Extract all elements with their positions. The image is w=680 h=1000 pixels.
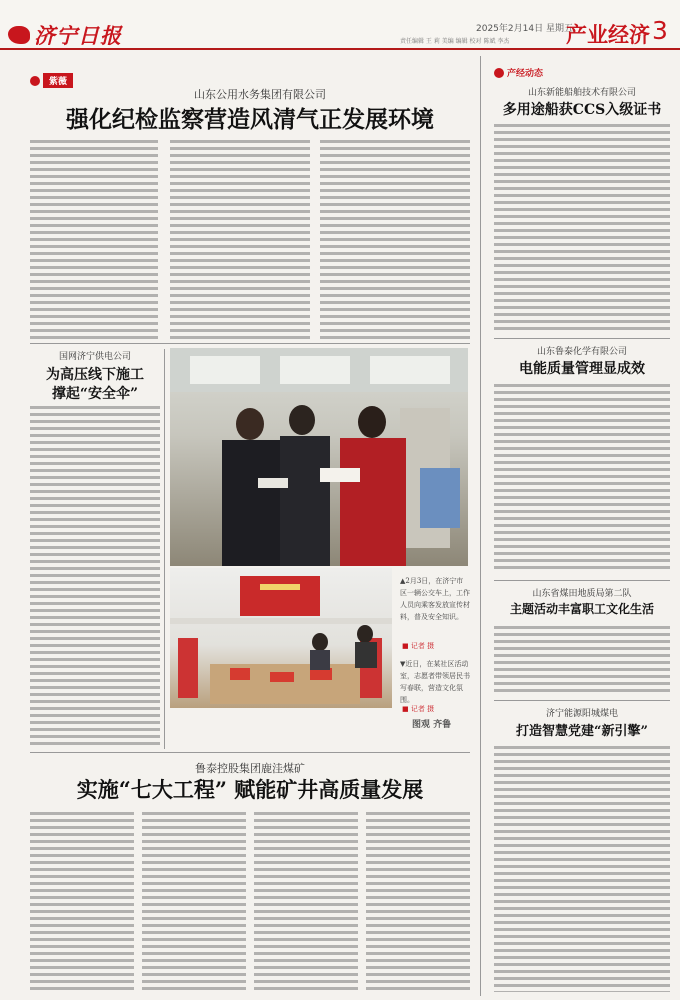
- photo-bus-passengers: [170, 348, 468, 566]
- bottom-story-text-col-2: [142, 812, 246, 992]
- story-4-kicker: 济宁能源阳城煤电: [545, 709, 618, 719]
- bottom-story-text-col-1: [30, 812, 134, 992]
- section-title: 产业经济: [566, 23, 650, 47]
- tag-dot-icon: [494, 68, 504, 78]
- story-3-kicker: 山东省煤田地质局第二队: [532, 589, 632, 599]
- lead-story-kicker: 山东公用水务集团有限公司: [194, 88, 326, 101]
- class-photo-caption: ▼近日，在某社区活动室，志愿者带领居民书写春联，营造文化氛围。: [400, 660, 470, 704]
- logo-text: 济宁日报: [34, 23, 122, 48]
- column-rule: [480, 56, 481, 996]
- story-1-text: [494, 124, 670, 330]
- bus-photo-caption: ▲2月3日，在济宁市区一辆公交车上，工作人员向乘客发放宣传材料，普及安全知识。: [400, 577, 470, 621]
- lead-story-text-col-2: [170, 140, 310, 340]
- column-tag: [30, 73, 73, 88]
- bus-scene-illustration: [170, 348, 468, 566]
- class-scene-illustration: [170, 568, 392, 708]
- masthead: [0, 0, 680, 50]
- class-photo-credit: ■ 记者 摄: [402, 705, 435, 713]
- story-2-headline: 电能质量管理显成效: [519, 361, 645, 377]
- electric-story-text: [30, 406, 160, 746]
- story-1-kicker: 山东新能船舶技术有限公司: [527, 88, 636, 98]
- lead-story-text-col-1: [30, 140, 158, 340]
- divider: [30, 752, 470, 753]
- bottom-story-text-col-4: [366, 812, 470, 992]
- lead-story-headline: 强化纪检监察营造风清气正发展环境: [66, 106, 434, 133]
- newspaper-logo: [8, 20, 122, 50]
- story-2-kicker: 山东鲁泰化学有限公司: [536, 347, 627, 357]
- story-3-headline: 主题活动丰富职工文化生活: [509, 602, 654, 616]
- story-4-headline: 打造智慧党建“新引擎”: [516, 724, 648, 739]
- electric-story-headline-1: 为高压线下施工: [46, 367, 144, 383]
- column-tag-label: 紫薇: [43, 73, 73, 88]
- divider: [494, 700, 670, 701]
- tag-dot-icon: [30, 76, 40, 86]
- electric-story-headline-2: 撑起“安全伞”: [51, 386, 139, 402]
- divider: [494, 580, 670, 581]
- logo-emblem-icon: [8, 26, 30, 44]
- editors-line: 责任编辑 王 莉 美编 编辑 校对 陈斌 李杰: [400, 38, 510, 45]
- photo-community-event: [170, 568, 392, 708]
- bottom-story-text-col-3: [254, 812, 358, 992]
- lead-story-text-col-3: [320, 140, 470, 340]
- electric-story-kicker: 国网济宁供电公司: [58, 352, 131, 362]
- divider: [494, 338, 670, 339]
- story-2-text: [494, 384, 670, 572]
- story-4-text: [494, 746, 670, 992]
- page-number: 3: [652, 16, 668, 45]
- bottom-story-headline: 实施“七大工程” 赋能矿井高质量发展: [76, 777, 424, 802]
- right-column-tag: [494, 66, 543, 79]
- right-column-tag-label: 产经动态: [507, 69, 544, 79]
- story-3-text: [494, 626, 670, 692]
- issue-date: 2025年2月14日 星期五: [476, 24, 573, 34]
- photo-section-stamp: 图观 齐鲁: [412, 720, 452, 730]
- bus-photo-credit: ■ 记者 摄: [402, 642, 435, 650]
- bottom-story-kicker: 鲁泰控股集团鹿洼煤矿: [195, 762, 305, 775]
- story-1-headline: 多用途船获CCS入级证书: [502, 102, 662, 118]
- divider: [30, 343, 470, 344]
- column-rule: [164, 349, 165, 749]
